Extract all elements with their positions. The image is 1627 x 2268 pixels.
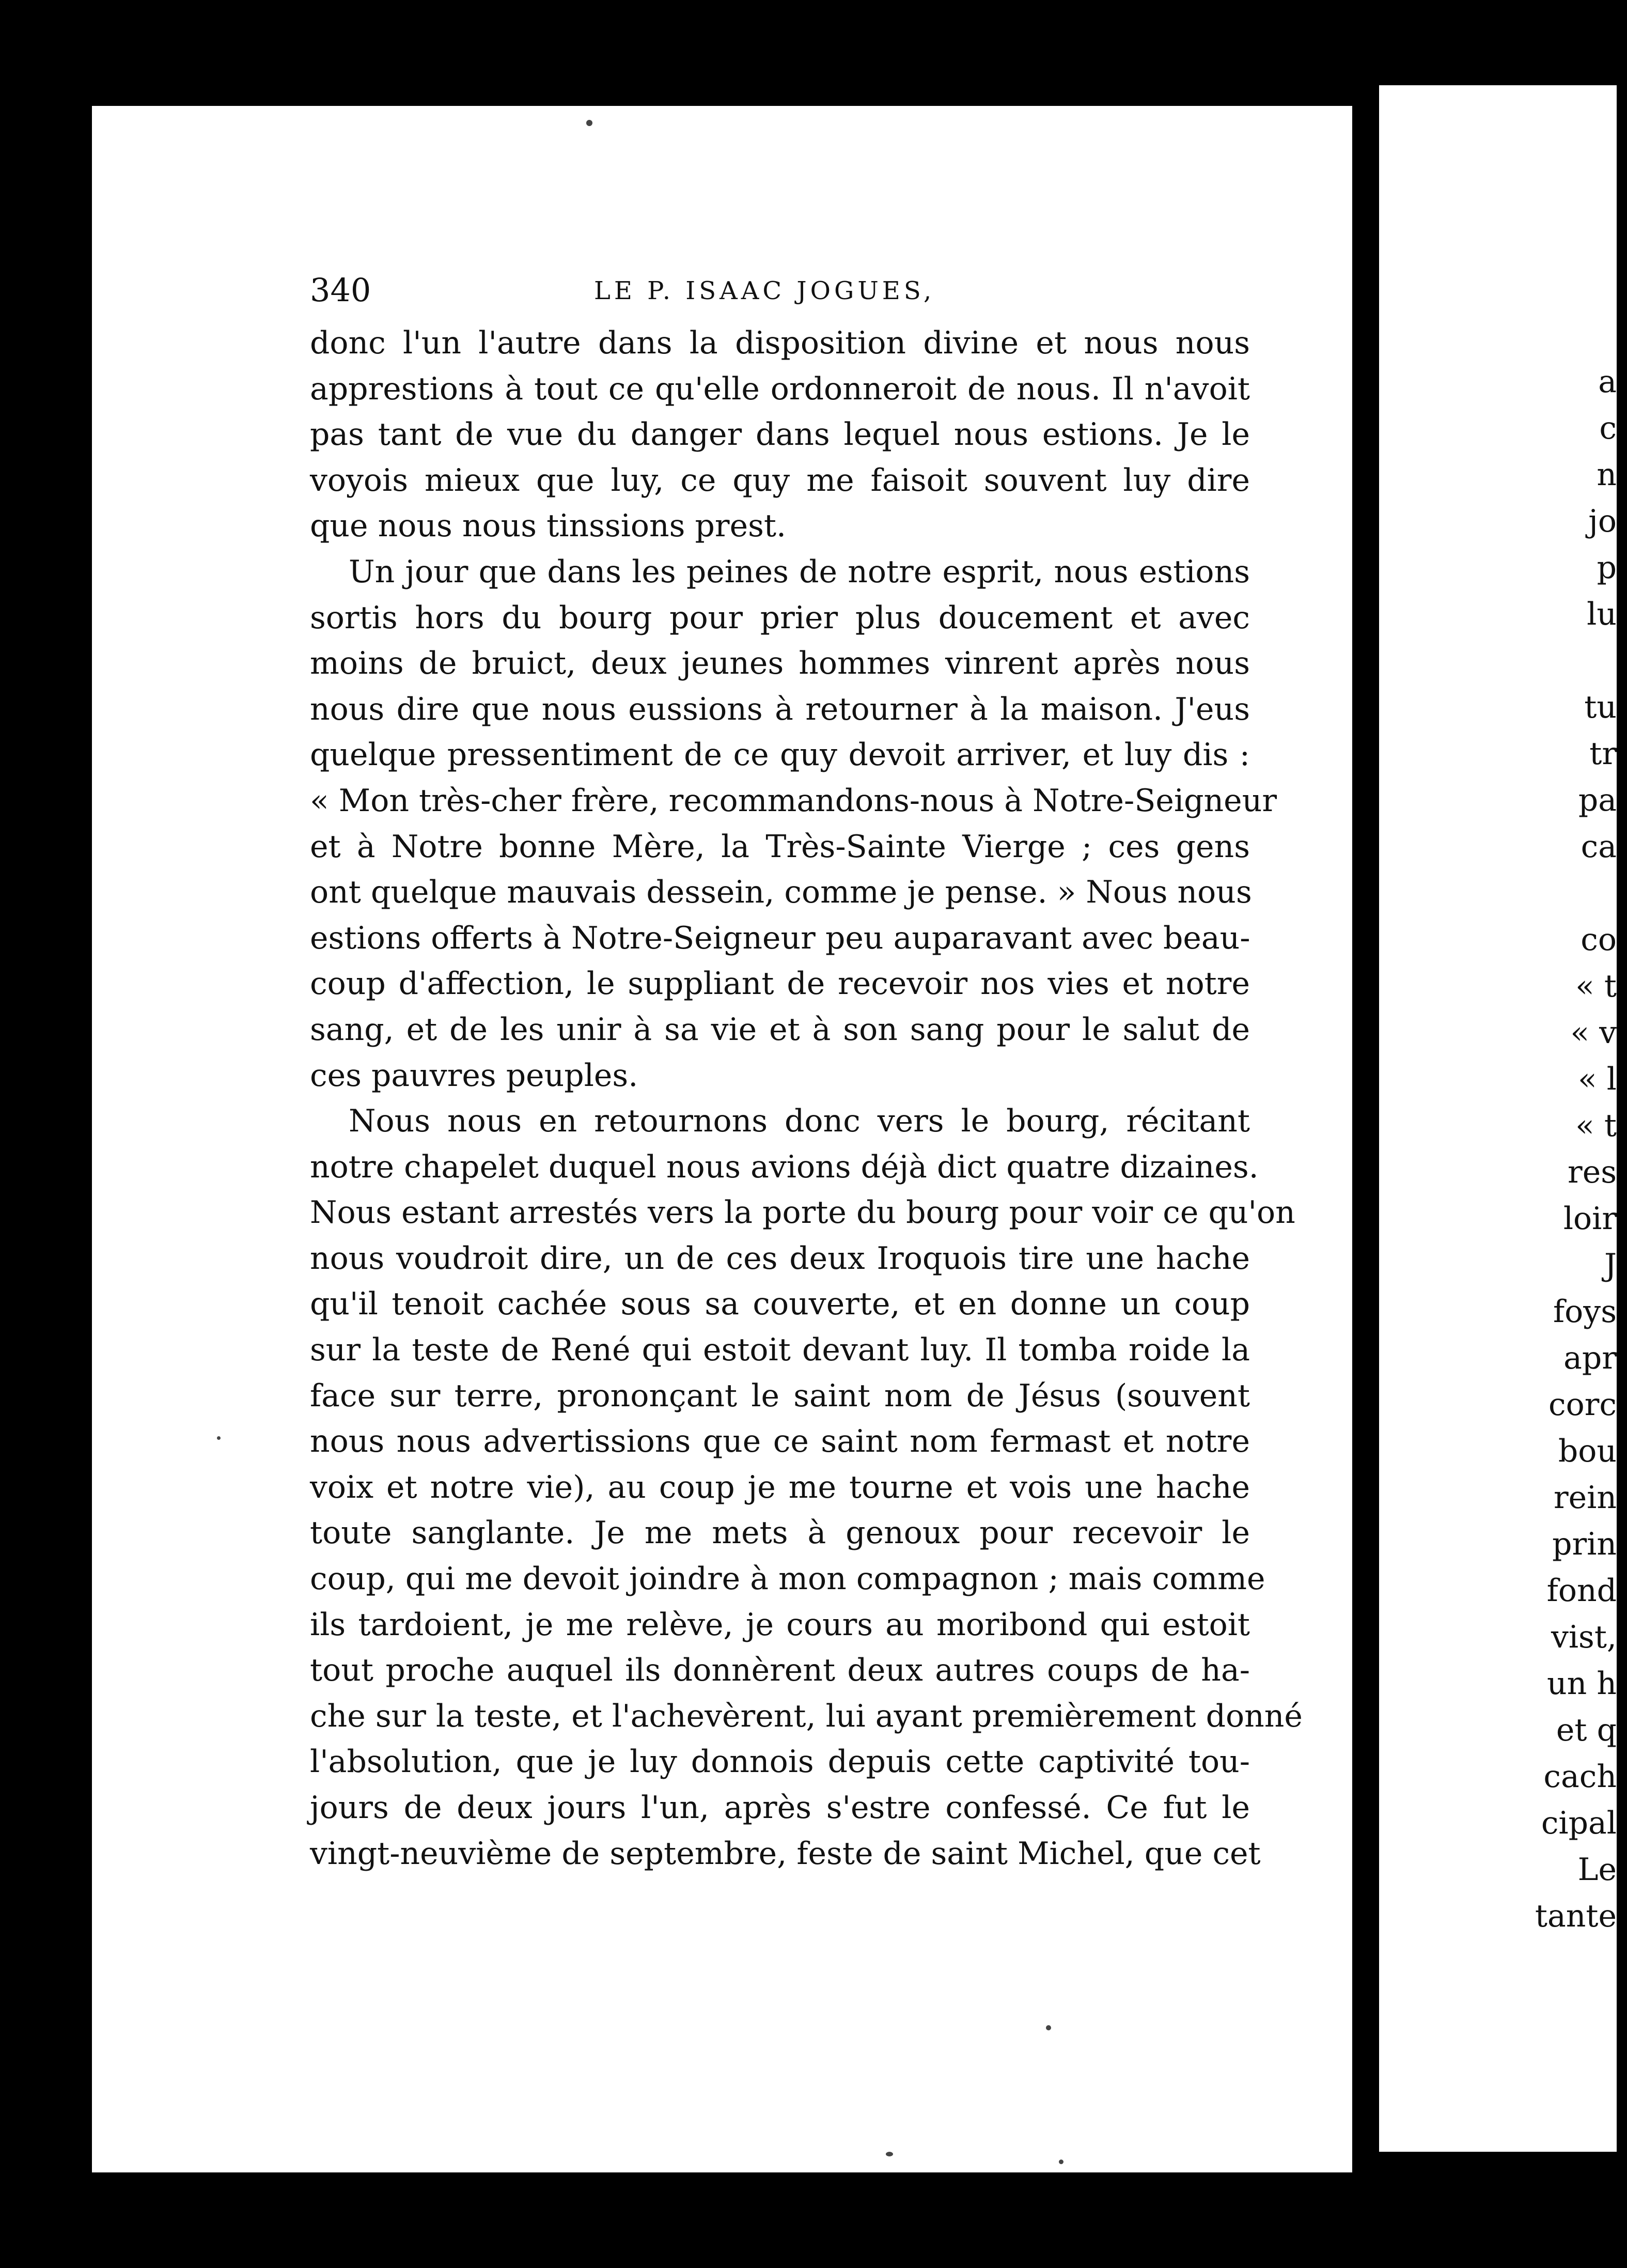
scan-speck — [886, 2152, 893, 2156]
facing-page-fragment: corc — [1548, 1387, 1617, 1423]
text-line: voix et notre vie), au coup je me tourne et vois une hache — [310, 1469, 1250, 1505]
facing-page-fragment: « t — [1575, 1108, 1617, 1144]
text-line: tout proche auquel ils donnèrent deux autres coups de ha- — [310, 1652, 1250, 1689]
text-line: vingt-neuvième de septembre, feste de saint Michel, que cet — [310, 1835, 1261, 1872]
facing-page-fragment: jo — [1588, 503, 1617, 539]
facing-page-edge — [1379, 85, 1617, 2152]
scan-speck — [217, 1436, 221, 1440]
facing-page-fragment: rein — [1553, 1480, 1617, 1516]
scan-speck — [1059, 2160, 1063, 2164]
facing-page-fragment: tu — [1584, 689, 1617, 725]
facing-page-fragment: lu — [1587, 596, 1617, 632]
facing-page-fragment: co — [1581, 922, 1617, 958]
text-line: Nous estant arrestés vers la porte du bourg pour voir ce qu'on — [310, 1194, 1295, 1231]
facing-page-fragment: « l — [1578, 1061, 1617, 1097]
facing-page-fragment: p — [1597, 550, 1617, 586]
facing-page-fragment: et q — [1556, 1712, 1617, 1748]
facing-page-fragment: ca — [1581, 829, 1617, 865]
text-line: et à Notre bonne Mère, la Très-Sainte Vierge ; ces gens — [310, 828, 1250, 865]
text-line: donc l'un l'autre dans la disposition divine et nous nous — [310, 325, 1250, 361]
facing-page-fragment: n — [1597, 457, 1617, 493]
facing-page-fragment: c — [1599, 410, 1617, 446]
text-line: voyois mieux que luy, ce quy me faisoit souvent luy dire — [310, 462, 1250, 499]
facing-page-fragment: apr — [1563, 1340, 1617, 1376]
facing-page-fragment: vist, — [1551, 1619, 1617, 1655]
running-header — [310, 271, 1343, 318]
facing-page-fragment: « t — [1575, 968, 1617, 1004]
facing-page-fragment: cipal — [1541, 1805, 1617, 1841]
scan-speck — [1046, 2025, 1051, 2030]
facing-page-fragment: tante — [1535, 1898, 1617, 1934]
text-line: moins de bruict, deux jeunes hommes vinrent après nous — [310, 645, 1250, 682]
text-line: coup d'affection, le suppliant de recevoir nos vies et notre — [310, 966, 1250, 1002]
text-line: pas tant de vue du danger dans lequel nous estions. Je le — [310, 416, 1250, 453]
text-line: sang, et de les unir à sa vie et à son sang pour le salut de — [310, 1011, 1250, 1048]
facing-page-fragment: prin — [1552, 1526, 1617, 1562]
text-line: ont quelque mauvais dessein, comme je pense. » Nous nous — [310, 874, 1252, 911]
facing-page-fragment: « v — [1570, 1015, 1617, 1051]
facing-page-fragment: loir — [1563, 1201, 1617, 1237]
text-line: l'absolution, que je luy donnois depuis cette captivité tou- — [310, 1744, 1250, 1780]
text-line: jours de deux jours l'un, après s'estre confessé. Ce fut le — [310, 1790, 1250, 1826]
text-line: sur la teste de René qui estoit devant luy. Il tomba roide la — [310, 1332, 1250, 1369]
text-line: estions offerts à Notre-Seigneur peu auparavant avec beau- — [310, 920, 1250, 956]
facing-page-fragment: un h — [1547, 1666, 1617, 1702]
facing-page-fragment: tr — [1589, 736, 1617, 772]
text-line: quelque pressentiment de ce quy devoit arriver, et luy dis : — [310, 737, 1250, 773]
text-line: coup, qui me devoit joindre à mon compagnon ; mais comme — [310, 1561, 1265, 1597]
text-line: nous dire que nous eussions à retourner à la maison. J'eus — [310, 691, 1250, 727]
paragraph-start-line: Un jour que dans les peines de notre esprit, nous estions — [349, 553, 1250, 590]
text-line: ces pauvres peuples. — [310, 1057, 638, 1094]
facing-page-fragment: bou — [1558, 1433, 1617, 1469]
text-line: notre chapelet duquel nous avions déjà dict quatre dizaines. — [310, 1148, 1259, 1185]
facing-page-fragment: pa — [1578, 782, 1617, 818]
facing-page-fragment: cach — [1543, 1759, 1617, 1795]
facing-page-fragment: J — [1604, 1247, 1617, 1283]
facing-page-fragment: Le — [1577, 1852, 1617, 1888]
text-line: que nous nous tinssions prest. — [310, 508, 787, 545]
text-line: sortis hors du bourg pour prier plus doucement et avec — [310, 599, 1250, 636]
text-line: qu'il tenoit cachée sous sa couverte, et en donne un coup — [310, 1286, 1250, 1323]
text-line: che sur la teste, et l'achevèrent, lui ayant premièrement donné — [310, 1698, 1303, 1734]
paragraph-start-line: Nous nous en retournons donc vers le bourg, récitant — [349, 1103, 1250, 1140]
facing-page-fragment: a — [1598, 364, 1617, 400]
facing-page-fragment: foys — [1553, 1294, 1617, 1330]
text-line: ils tardoient, je me relève, je cours au moribond qui estoit — [310, 1606, 1250, 1643]
facing-page-fragment: res — [1568, 1154, 1617, 1190]
text-line: face sur terre, prononçant le saint nom de Jésus (souvent — [310, 1377, 1250, 1414]
scan-speck — [586, 120, 592, 126]
running-title: LE P. ISAAC JOGUES, — [594, 276, 935, 305]
text-line: nous nous advertissions que ce saint nom fermast et notre — [310, 1423, 1250, 1460]
page-number: 340 — [310, 271, 371, 309]
facing-page-fragment: fond — [1546, 1573, 1617, 1609]
body-text — [310, 320, 1303, 1876]
text-line: toute sanglante. Je me mets à genoux pour recevoir le — [310, 1515, 1250, 1551]
text-line: apprestions à tout ce qu'elle ordonneroit de nous. Il n'avoit — [310, 370, 1250, 407]
text-line: nous voudroit dire, un de ces deux Iroquois tire une hache — [310, 1240, 1250, 1277]
text-line: « Mon très-cher frère, recommandons-nous à Notre-Seigneur — [310, 782, 1277, 819]
